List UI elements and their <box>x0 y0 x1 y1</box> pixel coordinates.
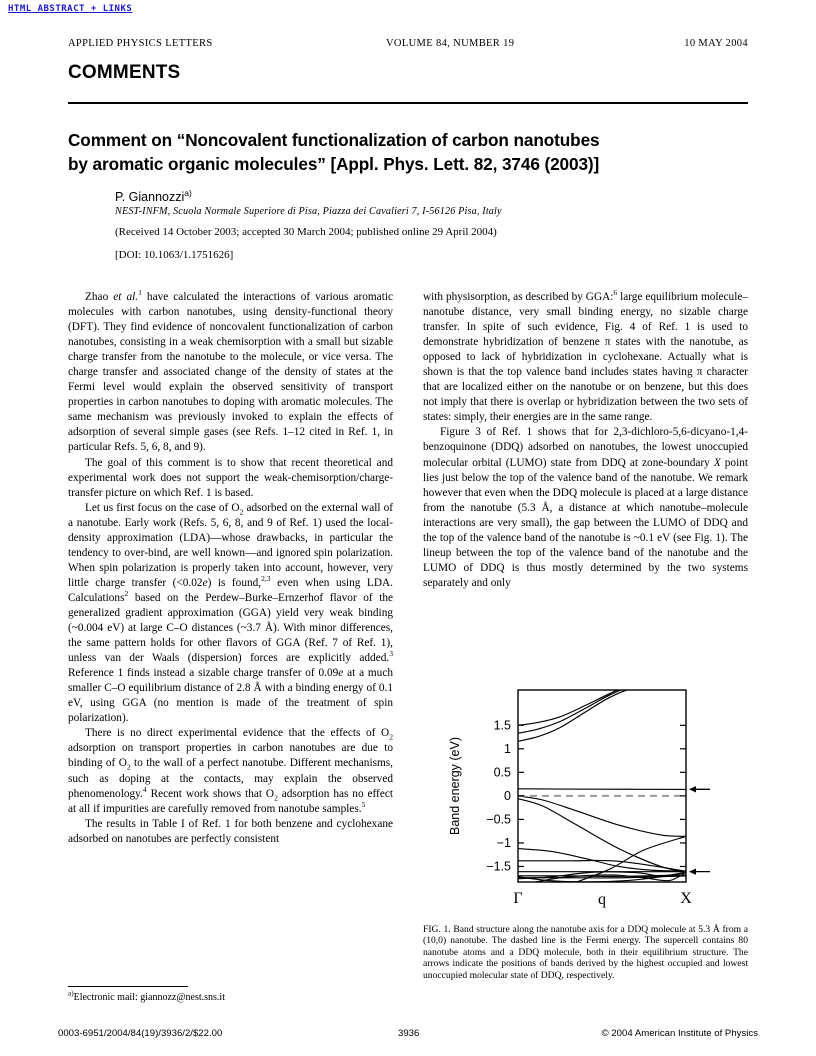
homo-arrow-head <box>689 868 696 874</box>
received-line: (Received 14 October 2003; accepted 30 March 2004; published online 29 April 2004) <box>115 226 497 238</box>
journal-header <box>68 38 748 52</box>
band-curve <box>518 860 686 871</box>
page-footer <box>58 1028 758 1040</box>
x-axis-label: q <box>598 891 606 908</box>
author-footnote-marker[interactable]: a) <box>184 187 192 198</box>
figure-label: FIG. 1. <box>423 924 451 935</box>
y-tick-label: 1.5 <box>493 718 511 733</box>
body-column-right <box>423 290 748 591</box>
band-curve <box>518 789 686 790</box>
body-paragraph: The results in Table I of Ref. 1 for both benzene and cyclohexane adsorbed on nanotubes are perfectly consistent <box>68 817 393 845</box>
title-line-2: by aromatic organic molecules” [Appl. Phys. Lett. 82, 3746 (2003)] <box>68 154 600 174</box>
header-divider <box>68 102 748 104</box>
band-curve <box>518 686 686 741</box>
x-tick-label-gamma: Γ <box>513 890 523 907</box>
plot-frame <box>518 690 686 882</box>
y-tick-label: 0.5 <box>493 765 511 780</box>
band-curves <box>518 686 686 882</box>
y-tick-label: −0.5 <box>486 812 511 827</box>
y-tick-label: −1 <box>496 836 511 851</box>
band-curve <box>518 686 686 733</box>
footnote-marker: a) <box>68 989 74 998</box>
issue-date: 10 MAY 2004 <box>684 38 748 49</box>
figure-caption <box>423 924 748 981</box>
body-column-left <box>68 290 393 847</box>
section-heading: COMMENTS <box>68 62 181 83</box>
affiliation: NEST-INFM, Scuola Normale Superiore di Pisa, Piazza dei Cavalieri 7, I-56126 Pisa, Italy <box>115 206 502 217</box>
author-name <box>115 187 192 204</box>
band-structure-plot <box>423 686 748 918</box>
figure-1 <box>423 686 748 918</box>
footnote <box>68 989 225 1003</box>
body-paragraph: The goal of this comment is to show that recent theoretical and experimental work does not support the weak-chemisorption/charge-transfer picture on which Ref. 1 is based. <box>68 456 393 499</box>
lumo-arrow-head <box>689 786 696 792</box>
footnote-text: Electronic mail: giannozz@nest.sns.it <box>73 992 225 1003</box>
y-tick-label: −1.5 <box>486 859 511 874</box>
copyright: © 2004 American Institute of Physics <box>601 1028 758 1039</box>
band-curve <box>518 796 686 836</box>
y-tick-label: 0 <box>504 789 511 804</box>
x-tick-label-x: X <box>680 890 692 907</box>
author-text: P. Giannozzi <box>115 190 185 204</box>
body-paragraph: Figure 3 of Ref. 1 shows that for 2,3-dichloro-5,6-dicyano-1,4-benzoquinone (DDQ) adsorbed on nanotubes, the lowest unoccupied molecular orbital (LUMO) state from DDQ at zone-boundary X point lies just below the top of the valence band of the nanotube. We remark however that even when the DDQ molecule is placed at a large distance from the nanotube (5.3 Å, a distance at which nanotube–molecule interactions are very small), the gap between the LUMO of DDQ and the top of the valence band of the nanotube is ~0.1 eV (see Fig. 1). The lineup between the top of the valence band of the nanotube and the LUMO of DDQ is thus mostly determined by the two systems separately and only <box>423 426 748 589</box>
issn-line: 0003-6951/2004/84(19)/3936/2/$22.00 <box>58 1028 223 1039</box>
band-curve <box>518 849 686 872</box>
y-tick-label: 1 <box>504 742 511 757</box>
journal-name: APPLIED PHYSICS LETTERS <box>68 38 213 49</box>
y-axis-label: Band energy (eV) <box>448 737 462 835</box>
body-paragraph: Let us first focus on the case of $O_2$ adsorbed on the external wall of a nanotube. Early work (Refs. 5, 6, 8, and 9 of Ref. 1) used the local-density approximation (LDA)—whose drawbacks, in particular the tendency to over-bind, are well known—and ignored spin polarization. When spin polarization is properly taken into account, however, very little charge transfer (<0.02e) is found,$^{2,3}$ even when using LDA. Calculations$^2$ based on the Perdew–Burke–Ernzerhof flavor of the generalized gradient approximation (GGA) yield very weak binding (~0.004 eV) at large C–O distances (~3.7 Å). With minor differences, the same pattern holds for other flavors of GGA (Ref. 7 of Ref. 1), unless van der Waals (dispersion) forces are explicitly added.$^3$ Reference 1 finds instead a sizable charge transfer of 0.09e at a much smaller C–O equilibrium distance of 2.8 Å with a binding energy of 0.1 eV, using GGA (no mention is made of the treatment of spin polarization). <box>68 501 393 725</box>
title-line-1: Comment on “Noncovalent functionalization of carbon nanotubes <box>68 130 600 150</box>
html-abstract-links[interactable]: HTML ABSTRACT + LINKS <box>8 4 133 14</box>
body-paragraph: There is no direct experimental evidence that the effects of $O_2$ adsorption on transport properties in carbon nanotubes are due to binding of $O_2$ to the wall of a perfect nanotube. Different mechanisms, such as doping at the contacts, may explain the observed phenomenology.$^4$ Recent work shows that $O_2$ adsorption has no effect at all if impurities are carefully removed from nanotube samples.$^5$ <box>68 727 393 815</box>
volume-number: VOLUME 84, NUMBER 19 <box>386 38 515 49</box>
body-paragraph: with physisorption, as described by GGA:$^6$ large equilibrium molecule–nanotube distance, very small binding energy, no sizable charge transfer. In spite of such evidence, Fig. 4 of Ref. 1 is used to demonstrate hybridization of benzene π states with the nanotube, as opposed to lack of hybridization in cyclohexane. Actually what is shown is that the top valence band includes states having π character that are localized either on the nanotube or on benzene, but this does not imply that there is overlap or hybridization between the two sets of states: simply, their energies are in the same range. <box>423 288 748 424</box>
page-title <box>68 128 758 176</box>
doi-line: [DOI: 10.1063/1.1751626] <box>115 249 234 261</box>
band-curve <box>518 686 686 725</box>
figure-caption-text: Band structure along the nanotube axis for a DDQ molecule at 5.3 Å from a (10,0) nanotube. The dashed line is the Fermi energy. The supercell contains 80 nanotube atoms and a DDQ molecule, both in their equilibrium structure. The arrows indicate the positions of bands derived by the highest occupied and lowest unoccupied molecular state of DDQ, respectively. <box>423 924 748 981</box>
footnote-divider <box>68 986 188 987</box>
body-paragraph: Zhao et al.$^1$ have calculated the interactions of various aromatic molecules with carbon nanotubes, using density-functional theory (DFT). They find evidence of noncovalent functionalization of carbon nanotubes, consisting in a weak chemisorption with a small but sizable charge transfer from the nanotube to the molecule, or vice versa. The charge transfer and associated change of the density of states at the Fermi level would explain the observed sensitivity of transport properties in carbon nanotubes to doping with aromatic molecules. The same mechanism was previously invoked to explain the effects of adsorption of several simple gases (see Refs. 1–12 cited in Ref. 1, in particular Refs. 5, 6, 8, and 9). <box>68 288 393 454</box>
page-number: 3936 <box>398 1028 420 1039</box>
